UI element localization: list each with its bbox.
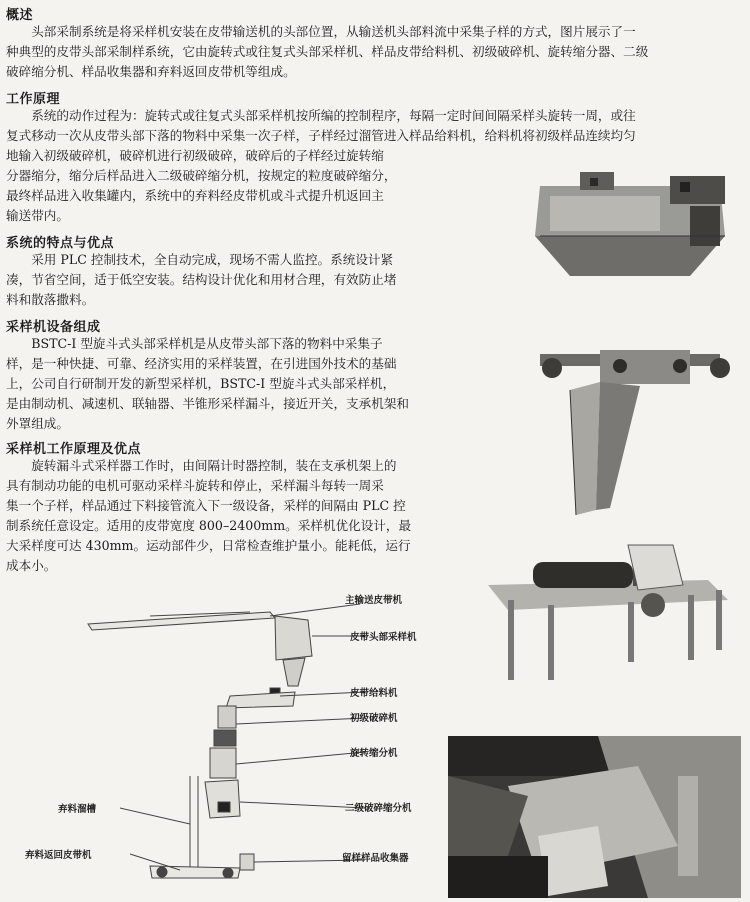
text-line: 旋转漏斗式采样器工作时，由间隔计时器控制，装在支承机架上的 — [31, 458, 397, 473]
text-line: 集一个子样，样品通过下料接管流入下一级设备，采样的间隔由 PLC 控 — [6, 498, 406, 513]
components-heading: 采样机设备组成 — [6, 320, 101, 335]
text-line: 样，是一种快捷、可靠、经济实用的采样装置，在引进国外技术的基础 — [6, 356, 397, 371]
support-frame-photo — [478, 540, 740, 685]
sampler-housing-illustration — [520, 166, 740, 286]
text-line: 制系统任意设定。适用的皮带宽度 800–2400mm。采样机优化设计，最 — [6, 518, 412, 533]
sampling-bucket-photo — [530, 340, 735, 520]
text-line: 外罩组成。 — [6, 416, 69, 431]
overview-heading: 概述 — [6, 8, 34, 23]
text-line: 上，公司自行研制开发的新型采样机，BSTC-I 型旋斗式头部采样机， — [6, 376, 396, 391]
text-line: 成本小。 — [6, 558, 57, 573]
text-line: BSTC-I 型旋斗式头部采样机是从皮带头部下落的物料中采集子 — [31, 336, 383, 351]
diagram-label-sample-collector: 留样样品收集器 — [342, 853, 409, 864]
features-heading: 系统的特点与优点 — [6, 236, 115, 251]
diagram-label-primary-crusher: 初级破碎机 — [350, 713, 398, 724]
diagram-label-main-belt: 主输送皮带机 — [345, 595, 403, 606]
diagram-label-secondary-crusher: 二级破碎缩分机 — [345, 803, 412, 814]
text-line: 系统的动作过程为：旋转式或往复式头部采样机按所编的控制程序，每隔一定时间间隔采样头旋转一周，或往 — [31, 108, 636, 123]
text-line: 料和散落撒料。 — [6, 292, 95, 307]
principle-heading: 工作原理 — [6, 92, 61, 107]
operation-heading: 采样机工作原理及优点 — [6, 442, 142, 457]
text-line: 种典型的皮带头部采制样系统，它由旋转式或往复式头部采样机、样品皮带给料机、初级破碎机、旋转缩分器、二级 — [6, 44, 649, 59]
text-line: 采用 PLC 控制技术，全自动完成，现场不需人监控。系统设计紧 — [31, 252, 394, 267]
text-line: 是由制动机、减速机、联轴器、半锥形采样漏斗，接近开关，支承机架和 — [6, 396, 409, 411]
text-line: 复式移动一次从皮带头部下落的物料中采集一次子样，子样经过溜管进入样品给料机，给料机将初级样品连续均匀 — [6, 128, 636, 143]
diagram-label-reject-chute: 弃料溜槽 — [58, 804, 97, 815]
operation-paragraph — [6, 456, 476, 576]
text-line: 大采样度可达 430mm。运动部件少，日常检查维护量小。能耗低，运行 — [6, 538, 411, 553]
components-paragraph — [6, 334, 476, 434]
diagram-label-belt-feeder: 皮带给料机 — [350, 688, 398, 699]
sampler-housing-photo — [520, 166, 740, 286]
installation-site-illustration — [448, 736, 741, 898]
support-frame-illustration — [478, 540, 740, 685]
text-line: 地输入初级破碎机，破碎机进行初级破碎，破碎后的子样经过旋转缩 — [6, 148, 384, 163]
diagram-label-head-sampler: 皮带头部采样机 — [350, 632, 417, 643]
text-line: 分器缩分，缩分后样品进入二级破碎缩分机，按规定的粒度破碎缩分， — [6, 168, 397, 183]
text-line: 凑，节省空间，适于低空安装。结构设计优化和用材合理，有效防止堵 — [6, 272, 397, 287]
sampling-bucket-illustration — [530, 340, 735, 520]
features-paragraph — [6, 250, 476, 310]
diagram-label-reject-return-belt: 弃料返回皮带机 — [25, 850, 92, 861]
overview-paragraph — [6, 22, 741, 82]
text-line: 具有制动功能的电机可驱动采样斗旋转和停止，采样漏斗每转一周采 — [6, 478, 384, 493]
installation-site-photo — [448, 736, 741, 898]
text-line: 最终样品进入收集罐内，系统中的弃料经皮带机或斗式提升机返回主 — [6, 188, 384, 203]
text-line: 破碎缩分机、样品收集器和弃料返回皮带机等组成。 — [6, 64, 296, 79]
text-line: 头部采制系统是将采样机安装在皮带输送机的头部位置，从输送机头部料流中采集子样的方式，图片展示了一 — [31, 24, 636, 39]
process-diagram-drawing — [80, 596, 370, 896]
text-line: 输送带内。 — [6, 208, 69, 223]
diagram-label-rotary-divider: 旋转缩分机 — [350, 748, 398, 759]
